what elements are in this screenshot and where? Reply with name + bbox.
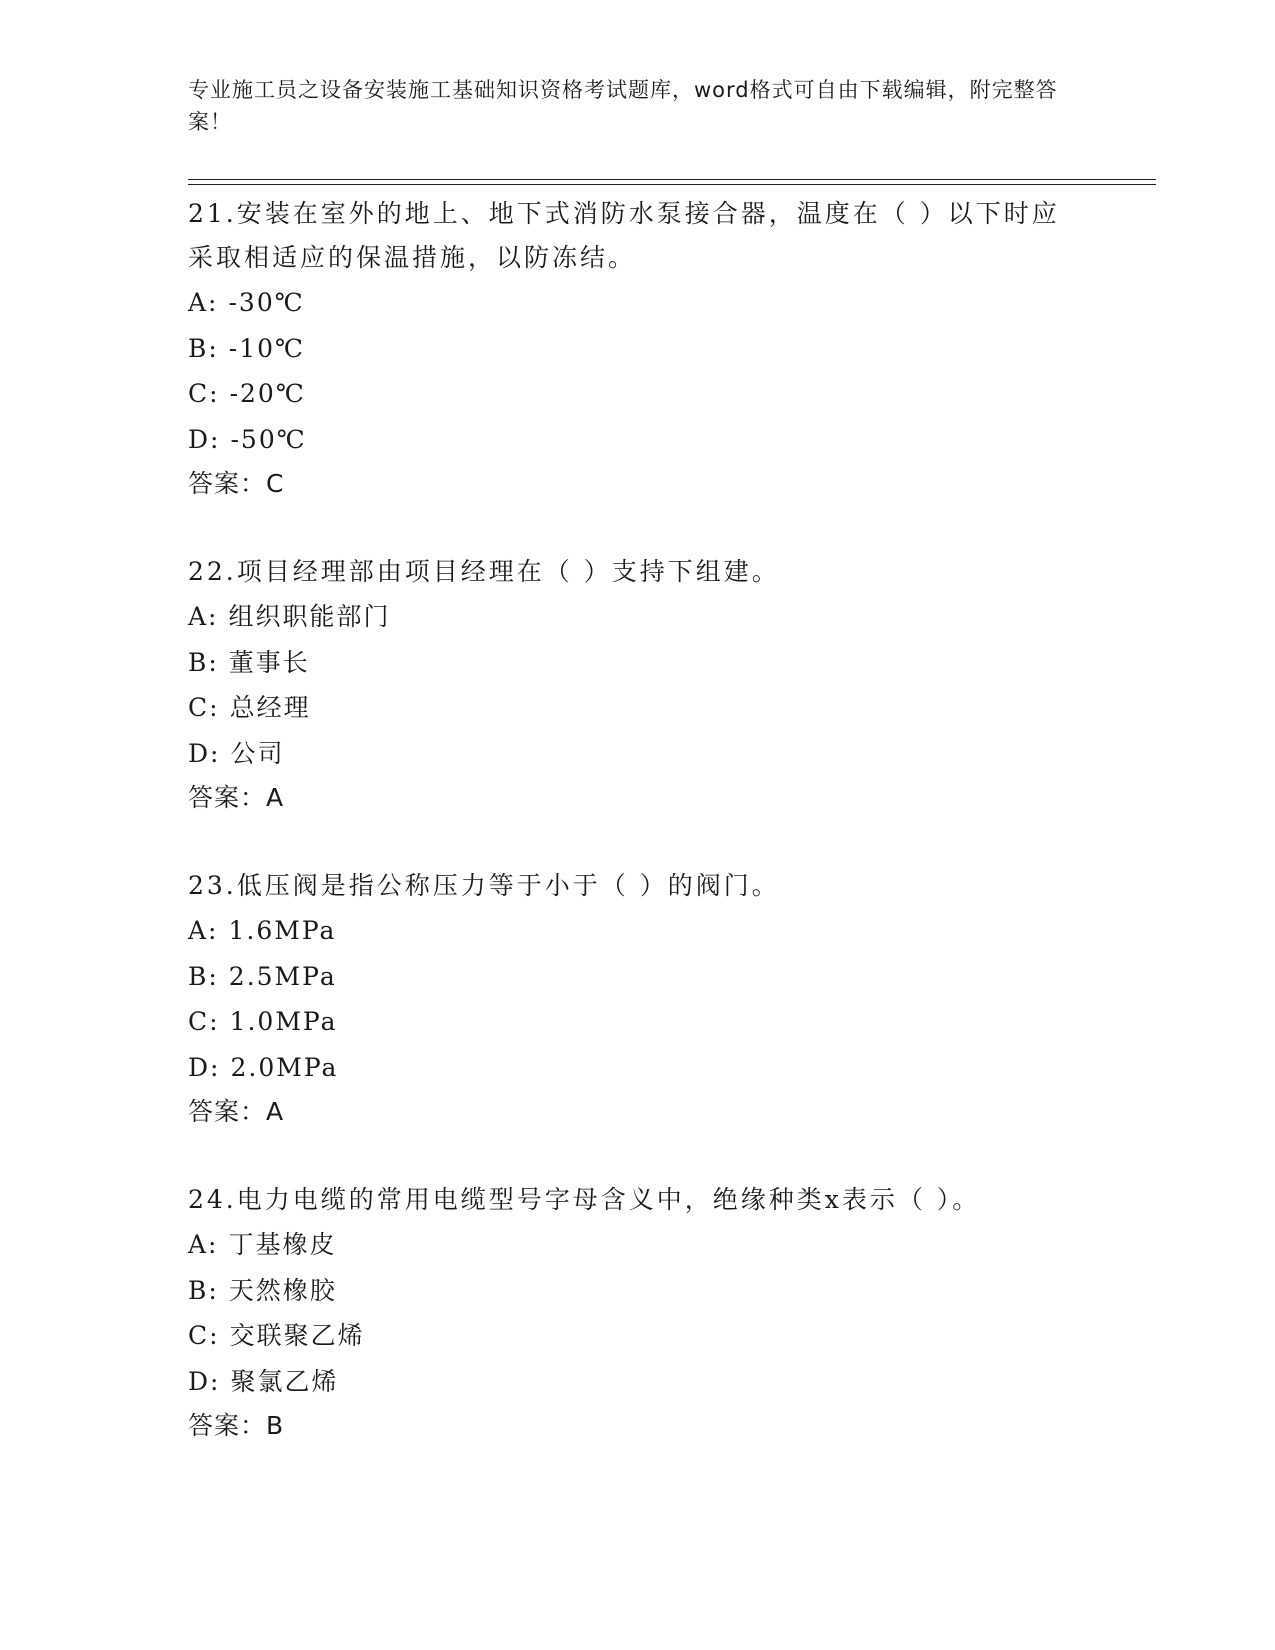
option-b: [188, 1268, 1088, 1314]
option-b: [188, 954, 1088, 1000]
option-key: B:: [188, 333, 219, 363]
option-key: A:: [188, 288, 219, 317]
option-key: C:: [188, 379, 220, 408]
option-key: B:: [188, 961, 219, 991]
question-stem: 23.低压阀是指公称压力等于小于（ ）的阀门。: [188, 871, 780, 900]
option-text: -50℃: [230, 424, 307, 454]
option-d: [188, 417, 1088, 463]
option-text: 2.0MPa: [230, 1052, 339, 1082]
option-text: 1.0MPa: [229, 1007, 338, 1036]
option-d: [188, 731, 1088, 777]
option-key: B:: [188, 647, 219, 677]
option-key: C:: [188, 1007, 220, 1036]
option-text: -30℃: [228, 288, 305, 317]
option-b: [188, 640, 1088, 686]
question-list: [188, 192, 1088, 1492]
option-d: [188, 1359, 1088, 1405]
option-key: D:: [188, 424, 221, 454]
question-24: [188, 1178, 1088, 1448]
option-text: 组织职能部门: [228, 602, 391, 631]
option-key: B:: [188, 1275, 219, 1305]
option-text: 总经理: [229, 693, 311, 722]
option-a: [188, 908, 1088, 954]
question-stem: 24.电力电缆的常用电缆型号字母含义中，绝缘种类x表示（ ）。: [188, 1185, 981, 1214]
option-text: 董事长: [228, 647, 310, 677]
option-key: C:: [188, 693, 220, 722]
option-text: -20℃: [229, 379, 306, 408]
answer-line: 答案：C: [188, 469, 285, 498]
option-c: [188, 685, 1088, 731]
option-a: [188, 594, 1088, 640]
document-header: 专业施工员之设备安装施工基础知识资格考试题库，word格式可自由下载编辑，附完整答案！: [188, 78, 1058, 134]
question-23: [188, 864, 1088, 1134]
option-text: 聚氯乙烯: [230, 1366, 339, 1396]
answer-line: 答案：B: [188, 1411, 285, 1440]
option-text: 公司: [230, 738, 285, 768]
option-key: A:: [188, 1230, 219, 1259]
option-a: [188, 1222, 1088, 1268]
question-stem: 22.项目经理部由项目经理在（ ）支持下组建。: [188, 557, 780, 586]
option-text: 天然橡胶: [228, 1275, 337, 1305]
option-key: A:: [188, 602, 219, 631]
option-b: [188, 326, 1088, 372]
header-rule-top: [188, 179, 1156, 180]
option-text: 2.5MPa: [228, 961, 337, 991]
option-key: A:: [188, 916, 219, 945]
option-text: 交联聚乙烯: [229, 1321, 365, 1350]
option-key: C:: [188, 1321, 220, 1350]
question-21: [188, 192, 1088, 506]
option-c: [188, 371, 1088, 417]
option-c: [188, 1313, 1088, 1359]
option-c: [188, 999, 1088, 1045]
option-key: D:: [188, 1366, 221, 1396]
option-text: -10℃: [228, 333, 306, 363]
option-text: 丁基橡皮: [228, 1230, 337, 1259]
answer-line: 答案：A: [188, 1097, 285, 1126]
option-text: 1.6MPa: [228, 916, 337, 945]
header-rule-bottom: [188, 184, 1156, 185]
answer-line: 答案：A: [188, 783, 285, 812]
question-22: [188, 550, 1088, 820]
option-key: D:: [188, 738, 221, 768]
question-stem: 21.安装在室外的地上、地下式消防水泵接合器，温度在（ ）以下时应采取相适应的保温措施，以防冻结。: [188, 199, 1060, 272]
option-key: D:: [188, 1052, 221, 1082]
option-d: [188, 1045, 1088, 1091]
option-a: [188, 280, 1088, 326]
